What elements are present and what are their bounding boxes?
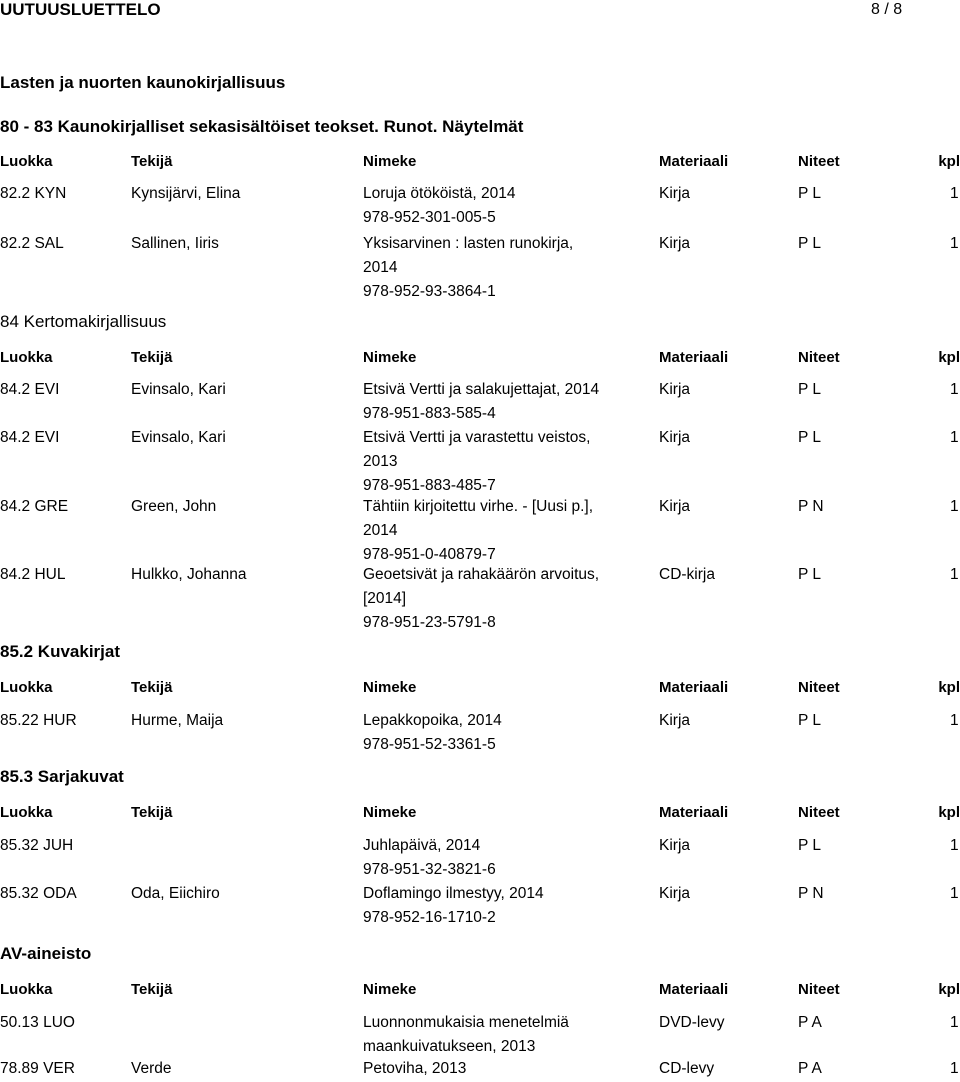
row-materiaali: Kirja [659, 235, 691, 252]
row-nimeke-line: Juhlapäivä, 2014 [363, 837, 481, 854]
row-luokka: 82.2 KYN [0, 185, 67, 202]
column-header-nimeke: Nimeke [363, 679, 417, 696]
row-nimeke-line: Etsivä Vertti ja varastettu veistos, [363, 429, 591, 446]
row-materiaali: Kirja [659, 381, 691, 398]
row-nimeke-line: 978-951-0-40879-7 [363, 546, 496, 563]
column-header-materiaali: Materiaali [659, 804, 729, 821]
row-nimeke-line: Tähtiin kirjoitettu virhe. - [Uusi p.], [363, 498, 593, 515]
row-nimeke-line: 2013 [363, 453, 398, 470]
row-niteet: P L [798, 429, 821, 446]
column-header-tekija: Tekijä [131, 679, 173, 696]
row-nimeke-line: 978-951-883-485-7 [363, 477, 496, 494]
row-tekija: Verde [131, 1060, 172, 1077]
column-header-kpl: kpl [938, 679, 960, 696]
row-tekija: Oda, Eiichiro [131, 885, 220, 902]
row-materiaali: Kirja [659, 712, 691, 729]
row-kpl: 1 [950, 185, 959, 202]
column-header-tekija: Tekijä [131, 153, 173, 170]
row-luokka: 84.2 HUL [0, 566, 66, 583]
row-nimeke-line: Geoetsivät ja rahakäärön arvoitus, [363, 566, 600, 583]
column-header-materiaali: Materiaali [659, 981, 729, 998]
column-header-luokka: Luokka [0, 804, 53, 821]
column-header-nimeke: Nimeke [363, 804, 417, 821]
column-header-niteet: Niteet [798, 679, 840, 696]
column-header-materiaali: Materiaali [659, 153, 729, 170]
row-nimeke-line: Etsivä Vertti ja salakujettajat, 2014 [363, 381, 600, 398]
row-nimeke-line: Petoviha, 2013 [363, 1060, 467, 1077]
row-kpl: 1 [950, 429, 959, 446]
row-niteet: P L [798, 566, 821, 583]
row-tekija: Hulkko, Johanna [131, 566, 247, 583]
section-title: AV-aineisto [0, 944, 92, 963]
row-tekija: Green, John [131, 498, 217, 515]
main-heading: Lasten ja nuorten kaunokirjallisuus [0, 73, 286, 92]
section-title: 84 Kertomakirjallisuus [0, 312, 167, 331]
document-title: UUTUUSLUETTELO [0, 0, 161, 19]
row-niteet: P L [798, 837, 821, 854]
row-luokka: 85.32 ODA [0, 885, 77, 902]
column-header-tekija: Tekijä [131, 981, 173, 998]
row-materiaali: Kirja [659, 429, 691, 446]
row-niteet: P A [798, 1014, 822, 1031]
page-number: 8 / 8 [871, 1, 903, 18]
row-luokka: 84.2 EVI [0, 429, 60, 446]
column-header-niteet: Niteet [798, 804, 840, 821]
row-tekija: Sallinen, Iiris [131, 235, 219, 252]
row-kpl: 1 [950, 885, 959, 902]
row-materiaali: CD-kirja [659, 566, 715, 583]
row-nimeke-line: Luonnonmukaisia menetelmiä [363, 1014, 569, 1031]
row-nimeke-line: 2014 [363, 259, 398, 276]
row-niteet: P L [798, 712, 821, 729]
row-kpl: 1 [950, 1014, 959, 1031]
row-niteet: P L [798, 381, 821, 398]
column-header-luokka: Luokka [0, 153, 53, 170]
row-luokka: 82.2 SAL [0, 235, 64, 252]
row-luokka: 78.89 VER [0, 1060, 75, 1077]
column-header-tekija: Tekijä [131, 804, 173, 821]
row-kpl: 1 [950, 712, 959, 729]
row-kpl: 1 [950, 498, 959, 515]
column-header-nimeke: Nimeke [363, 349, 417, 366]
column-header-luokka: Luokka [0, 679, 53, 696]
row-niteet: P A [798, 1060, 822, 1077]
row-nimeke-line: 978-951-52-3361-5 [363, 736, 496, 753]
row-tekija: Evinsalo, Kari [131, 381, 226, 398]
row-niteet: P N [798, 885, 824, 902]
row-nimeke-line: 978-951-23-5791-8 [363, 614, 496, 631]
column-header-kpl: kpl [938, 981, 960, 998]
column-header-materiaali: Materiaali [659, 349, 729, 366]
column-header-niteet: Niteet [798, 349, 840, 366]
row-nimeke-line: 2014 [363, 522, 398, 539]
row-materiaali: DVD-levy [659, 1014, 725, 1031]
row-tekija: Evinsalo, Kari [131, 429, 226, 446]
column-header-kpl: kpl [938, 153, 960, 170]
row-niteet: P N [798, 498, 824, 515]
column-header-nimeke: Nimeke [363, 153, 417, 170]
row-kpl: 1 [950, 235, 959, 252]
column-header-nimeke: Nimeke [363, 981, 417, 998]
row-nimeke-line: Doflamingo ilmestyy, 2014 [363, 885, 544, 902]
row-nimeke-line: 978-951-883-585-4 [363, 405, 496, 422]
column-header-luokka: Luokka [0, 349, 53, 366]
row-materiaali: Kirja [659, 498, 691, 515]
column-header-tekija: Tekijä [131, 349, 173, 366]
row-materiaali: Kirja [659, 837, 691, 854]
column-header-luokka: Luokka [0, 981, 53, 998]
row-luokka: 85.32 JUH [0, 837, 74, 854]
section-title: 80 - 83 Kaunokirjalliset sekasisältöiset teokset. Runot. Näytelmät [0, 117, 524, 136]
row-tekija: Hurme, Maija [131, 712, 224, 729]
row-kpl: 1 [950, 1060, 959, 1077]
row-materiaali: CD-levy [659, 1060, 715, 1077]
row-nimeke-line: Lepakkopoika, 2014 [363, 712, 502, 729]
row-luokka: 84.2 GRE [0, 498, 69, 515]
row-materiaali: Kirja [659, 185, 691, 202]
row-tekija: Kynsijärvi, Elina [131, 185, 241, 202]
row-nimeke-line: 978-952-301-005-5 [363, 209, 496, 226]
row-nimeke-line: [2014] [363, 590, 407, 607]
column-header-niteet: Niteet [798, 153, 840, 170]
row-materiaali: Kirja [659, 885, 691, 902]
row-nimeke-line: maankuivatukseen, 2013 [363, 1038, 536, 1055]
row-nimeke-line: Loruja ötököistä, 2014 [363, 185, 516, 202]
row-kpl: 1 [950, 837, 959, 854]
row-luokka: 84.2 EVI [0, 381, 60, 398]
column-header-niteet: Niteet [798, 981, 840, 998]
row-nimeke-line: Yksisarvinen : lasten runokirja, [363, 235, 574, 252]
row-nimeke-line: 978-952-16-1710-2 [363, 909, 496, 926]
row-kpl: 1 [950, 381, 959, 398]
row-kpl: 1 [950, 566, 959, 583]
column-header-kpl: kpl [938, 804, 960, 821]
row-nimeke-line: 978-952-93-3864-1 [363, 283, 496, 300]
row-luokka: 85.22 HUR [0, 712, 77, 729]
column-header-materiaali: Materiaali [659, 679, 729, 696]
section-title: 85.2 Kuvakirjat [0, 642, 121, 661]
column-header-kpl: kpl [938, 349, 960, 366]
section-title: 85.3 Sarjakuvat [0, 767, 124, 786]
row-niteet: P L [798, 235, 821, 252]
row-luokka: 50.13 LUO [0, 1014, 75, 1031]
row-niteet: P L [798, 185, 821, 202]
row-nimeke-line: 978-951-32-3821-6 [363, 861, 496, 878]
